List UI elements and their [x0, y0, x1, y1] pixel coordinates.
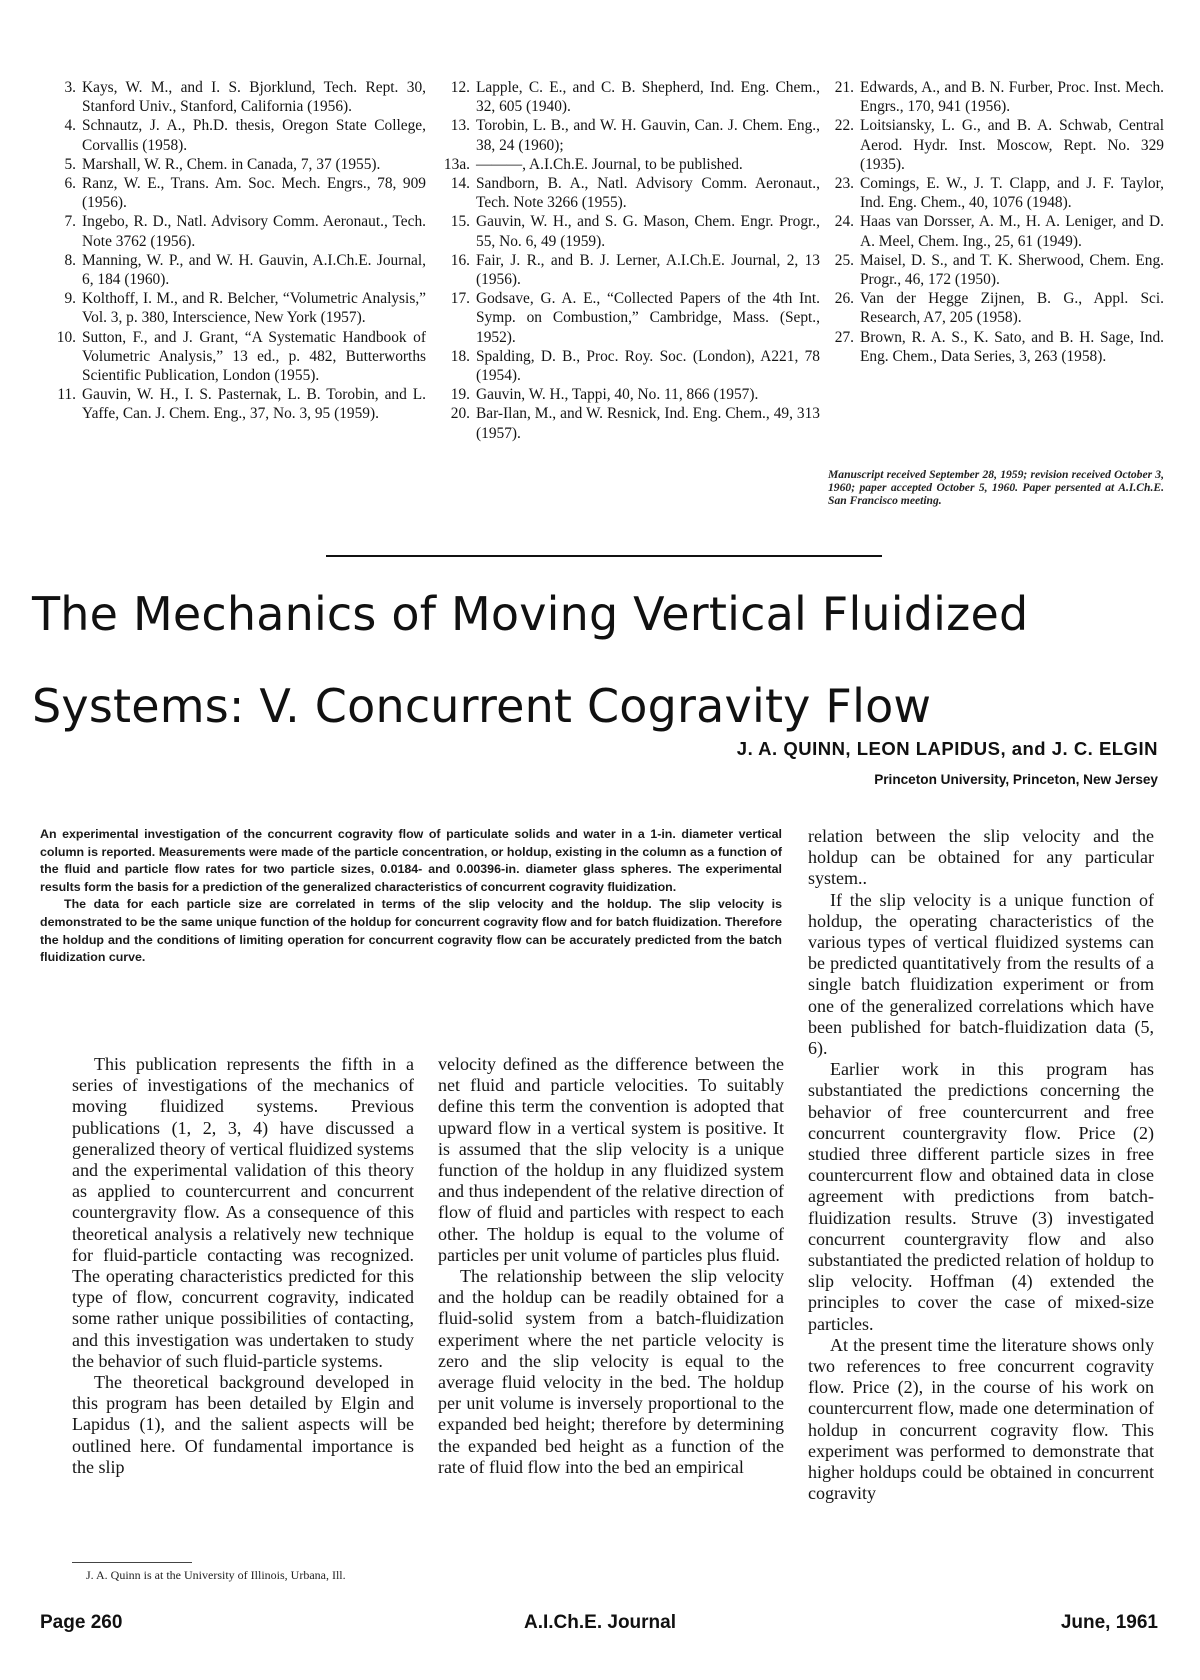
body-paragraph: If the slip velocity is a unique function of holdup, the operating characteristics of the various types of vertical fluidized systems can be predicted quantitatively from the results of a single batch fluidization experiment or from one of the generalized correlations which have been published for batch-fluidization data (5, 6).	[808, 889, 1154, 1059]
reference-item: 16. Fair, J. R., and B. J. Lerner, A.I.Ch.E. Journal, 2, 13 (1956).	[450, 251, 820, 289]
reference-item: 13. Torobin, L. B., and W. H. Gauvin, Can. J. Chem. Eng., 38, 24 (1960);	[450, 117, 820, 154]
article-title: The Mechanics of Moving Vertical Fluidized Systems: V. Concurrent Cogravity Flow	[32, 587, 1029, 733]
journal-name: A.I.Ch.E. Journal	[523, 1612, 677, 1633]
body-paragraph: At the present time the literature shows only two references to free concurrent cogravity flow. Price (2), in the course of his work on countercurrent flow, made one determination of holdup in concurrent cogravity flow. This experiment was performed to demonstrate that higher holdups could be obtained in concurrent cogravity	[808, 1334, 1154, 1504]
body-paragraph: The theoretical background developed in this program has been detailed by Elgin and Lapidus (1), and the salient aspects will be outlined here. Of fundamental importance is the slip	[72, 1372, 414, 1477]
references-column-1	[40, 78, 426, 424]
body-column-3	[808, 826, 1154, 1505]
references-column-3	[818, 78, 1164, 366]
reference-item: 15. Gauvin, W. H., and S. G. Mason, Chem. Engr. Progr., 55, No. 6, 49 (1959).	[450, 213, 820, 250]
article-authors: J. A. QUINN, LEON LAPIDUS, and J. C. ELGIN	[736, 738, 1158, 759]
reference-item: 26. Van der Hegge Zijnen, B. G., Appl. Sci. Research, A7, 205 (1958).	[834, 290, 1164, 327]
reference-item: 10. Sutton, F., and J. Grant, “A Systematic Handbook of Volumetric Analysis,” 13 ed., p. 482, Butterworths Scientific Publication, London (1955).	[56, 328, 426, 385]
author-footnote: J. A. Quinn is at the University of Illinois, Urbana, Ill.	[86, 1568, 346, 1582]
reference-item: 6. Ranz, W. E., Trans. Am. Soc. Mech. Engrs., 78, 909 (1956).	[64, 175, 426, 212]
abstract	[40, 826, 782, 967]
abstract-paragraph: The data for each particle size are correlated in terms of the slip velocity and the holdup. The slip velocity is demonstrated to be the same unique function of the holdup for concurrent cogravity flow and for batch fluidization. Therefore the holdup and the conditions of limiting operation for concurrent cogravity flow can be accurately predicted from the batch fluidization curve.	[40, 897, 782, 965]
references-column-2	[434, 78, 820, 443]
reference-item: 9. Kolthoff, I. M., and R. Belcher, “Volumetric Analysis,” Vol. 3, p. 380, Interscience, New York (1957).	[64, 290, 426, 327]
manuscript-received-note: Manuscript received September 28, 1959; revision received October 3, 1960; paper accepted October 5, 1960. Paper persented at A.I.Ch.E. San Francisco meeting.	[828, 468, 1164, 508]
abstract-paragraph: An experimental investigation of the concurrent cogravity flow of particulate solids and water in a 1-in. diameter vertical column is reported. Measurements were made of the particle concentration, or holdup, existing in the column as a function of the fluid and particle flow rates for two particle sizes, 0.0184- and 0.00396-in. diameter glass spheres. The experimental results form the basis for a prediction of the generalized characteristics of concurrent cogravity fluidization.	[40, 827, 782, 894]
reference-item: 14. Sandborn, B. A., Natl. Advisory Comm. Aeronaut., Tech. Note 3266 (1955).	[450, 175, 820, 212]
reference-item: 5. Marshall, W. R., Chem. in Canada, 7, 37 (1955).	[64, 155, 381, 173]
section-divider	[326, 555, 882, 557]
reference-item: 11. Gauvin, W. H., I. S. Pasternak, L. B. Torobin, and L. Yaffe, Can. J. Chem. Eng., 37, No. 3, 95 (1959).	[57, 386, 426, 423]
author-affiliation: Princeton University, Princeton, New Jersey	[874, 772, 1158, 787]
body-paragraph: Earlier work in this program has substantiated the predictions concerning the behavior of free countercurrent and free concurrent countergravity flow. Price (2) studied three different particle sizes in free countercurrent flow and obtained data in close agreement with predictions from batch-fluidization results. Struve (3) investigated concurrent countergravity flow and also substantiated the predicted relation of holdup to slip velocity. Hoffman (4) extended the principles to cover the case of mixed-size particles.	[808, 1059, 1154, 1334]
body-paragraph: The relationship between the slip velocity and the holdup can be readily obtained for a fluid-solid system from a batch-fluidization experiment where the net particle velocity is zero and the slip velocity is equal to the average fluid velocity in the bed. The holdup per unit volume is inversely proportional to the expanded bed height; therefore by determining the expanded bed height as a function of the rate of fluid flow into the bed an empirical	[438, 1266, 784, 1477]
reference-item: 23. Comings, E. W., J. T. Clapp, and J. F. Taylor, Ind. Eng. Chem., 40, 1076 (1948).	[834, 175, 1164, 212]
reference-item: 25. Maisel, D. S., and T. K. Sherwood, Chem. Eng. Progr., 46, 172 (1950).	[834, 251, 1164, 289]
reference-item: 20. Bar-Ilan, M., and W. Resnick, Ind. Eng. Chem., 49, 313 (1957).	[450, 405, 820, 442]
footnote-divider	[72, 1562, 192, 1563]
reference-item: 12. Lapple, C. E., and C. B. Shepherd, Ind. Eng. Chem., 32, 605 (1940).	[450, 79, 820, 116]
reference-item: 8. Manning, W. P., and W. H. Gauvin, A.I.Ch.E. Journal, 6, 184 (1960).	[64, 251, 426, 289]
reference-item: 27. Brown, R. A. S., K. Sato, and B. H. Sage, Ind. Eng. Chem., Data Series, 3, 263 (1958).	[834, 328, 1164, 365]
body-column-1	[72, 1054, 414, 1478]
reference-item: 4. Schnautz, J. A., Ph.D. thesis, Oregon State College, Corvallis (1958).	[64, 117, 426, 154]
body-paragraph: relation between the slip velocity and the holdup can be obtained for any particular system..	[808, 826, 1154, 889]
reference-item: 17. Godsave, G. A. E., “Collected Papers of the 4th Int. Symp. on Combustion,” Cambridge, Mass. (Sept., 1952).	[450, 290, 820, 346]
body-paragraph: velocity defined as the difference between the net fluid and particle velocities. To suitably define this term the convention is adopted that upward flow in a vertical system is positive. It is assumed that the slip velocity is a unique function of the holdup in any fluidized system and thus independent of the relative direction of flow of fluid and particles with respect to each other. The holdup is equal to the volume of particles per unit volume of particles plus fluid.	[438, 1054, 784, 1265]
reference-item: 24. Haas van Dorsser, A. M., H. A. Leniger, and D. A. Meel, Chem. Ing., 25, 61 (1949).	[834, 213, 1164, 250]
issue-date: June, 1961	[1060, 1612, 1158, 1633]
page-number: Page 260	[40, 1612, 123, 1633]
reference-item: 18. Spalding, D. B., Proc. Roy. Soc. (London), A221, 78 (1954).	[450, 347, 820, 385]
body-column-2	[438, 1054, 784, 1478]
reference-item: 3. Kays, W. M., and I. S. Bjorklund, Tech. Rept. 30, Stanford Univ., Stanford, California (1956).	[64, 79, 426, 116]
body-paragraph: This publication represents the fifth in a series of investigations of the mechanics of moving fluidized systems. Previous publications (1, 2, 3, 4) have discussed a generalized theory of vertical fluidized systems and the experimental validation of this theory as applied to countercurrent and concurrent countergravity flow. As a consequence of this theoretical analysis a relatively new technique for fluid-particle contacting was recognized. The operating characteristics predicted for this type of flow, concurrent cogravity, indicated some rather unique possibilities of contacting, and this investigation was undertaken to study the behavior of such fluid-particle systems.	[72, 1054, 414, 1371]
reference-item: 19. Gauvin, W. H., Tappi, 40, No. 11, 866 (1957).	[450, 386, 759, 404]
reference-item: 22. Loitsiansky, L. G., and B. A. Schwab, Central Aerod. Hydr. Inst. Moscow, Rept. No. 329 (1935).	[834, 117, 1164, 173]
reference-item: 13a. ———, A.I.Ch.E. Journal, to be published.	[443, 155, 743, 173]
reference-item: 21. Edwards, A., and B. N. Furber, Proc. Inst. Mech. Engrs., 170, 941 (1956).	[834, 79, 1164, 116]
reference-item: 7. Ingebo, R. D., Natl. Advisory Comm. Aeronaut., Tech. Note 3762 (1956).	[64, 213, 426, 250]
